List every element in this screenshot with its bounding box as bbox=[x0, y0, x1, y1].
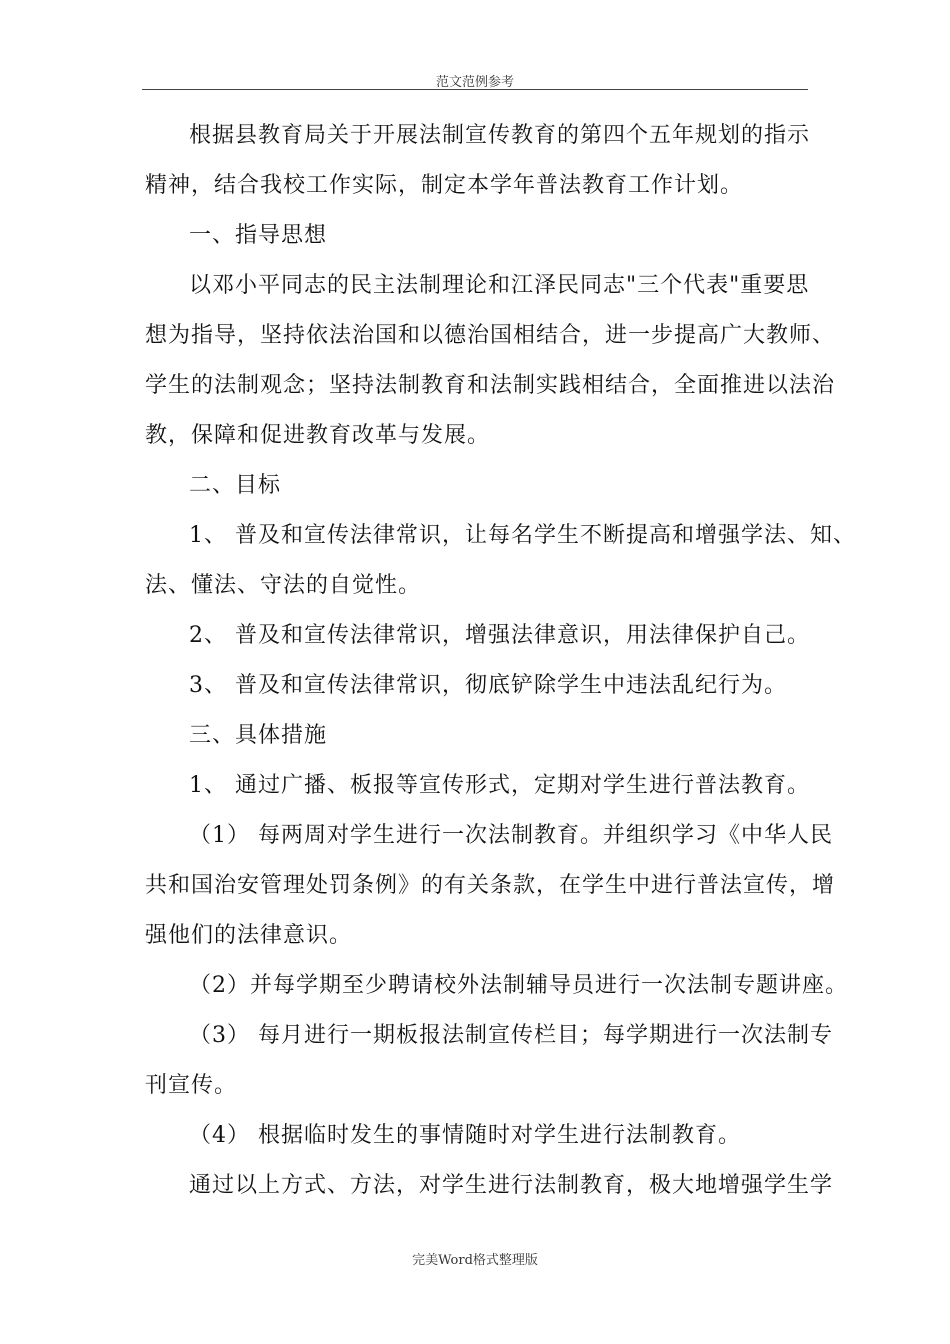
section-heading: 三、具体措施 bbox=[189, 723, 328, 748]
paragraph-line: 精神，结合我校工作实际，制定本学年普法教育工作计划。 bbox=[145, 173, 744, 198]
paragraph-line: 根据县教育局关于开展法制宣传教育的第四个五年规划的指示 bbox=[189, 123, 811, 148]
sub-list-item: （2）并每学期至少聘请校外法制辅导员进行一次法制专题讲座。 bbox=[189, 973, 848, 998]
sub-list-item: （4） 根据临时发生的事情随时对学生进行法制教育。 bbox=[189, 1123, 741, 1148]
sub-list-item-continuation: 共和国治安管理处罚条例》的有关条款，在学生中进行普法宣传，增 bbox=[145, 873, 836, 898]
paragraph-line: 教，保障和促进教育改革与发展。 bbox=[145, 423, 491, 448]
sub-list-item: （3） 每月进行一期板报法制宣传栏目；每学期进行一次法制专 bbox=[189, 1023, 833, 1048]
paragraph-line: 通过以上方式、方法，对学生进行法制教育，极大地增强学生学 bbox=[189, 1173, 834, 1198]
list-item-continuation: 法、懂法、守法的自觉性。 bbox=[145, 573, 422, 598]
paragraph-line: 想为指导，坚持依法治国和以德治国相结合，进一步提高广大教师、 bbox=[145, 323, 836, 348]
list-item: 1、 普及和宣传法律常识，让每名学生不断提高和增强学法、知、 bbox=[189, 523, 856, 548]
document-body bbox=[145, 111, 856, 1211]
sub-list-item: （1） 每两周对学生进行一次法制教育。并组织学习《中华人民 bbox=[189, 823, 833, 848]
paragraph-line: 学生的法制观念；坚持法制教育和法制实践相结合，全面推进以法治 bbox=[145, 373, 836, 398]
header-divider bbox=[142, 89, 808, 90]
sub-list-item-continuation: 强他们的法律意识。 bbox=[145, 923, 353, 948]
page-footer: 完美Word格式整理版 bbox=[412, 1253, 538, 1268]
list-item: 2、 普及和宣传法律常识，增强法律意识，用法律保护自己。 bbox=[189, 623, 810, 648]
page-header: 范文范例参考 bbox=[435, 75, 514, 90]
list-item: 1、 通过广播、板报等宣传形式，定期对学生进行普法教育。 bbox=[189, 773, 810, 798]
section-heading: 二、目标 bbox=[189, 473, 282, 498]
sub-list-item-continuation: 刊宣传。 bbox=[145, 1073, 238, 1098]
list-item: 3、 普及和宣传法律常识，彻底铲除学生中违法乱纪行为。 bbox=[189, 673, 787, 698]
section-heading: 一、指导思想 bbox=[189, 223, 328, 248]
paragraph-line: 以邓小平同志的民主法制理论和江泽民同志"三个代表"重要思 bbox=[189, 273, 810, 298]
